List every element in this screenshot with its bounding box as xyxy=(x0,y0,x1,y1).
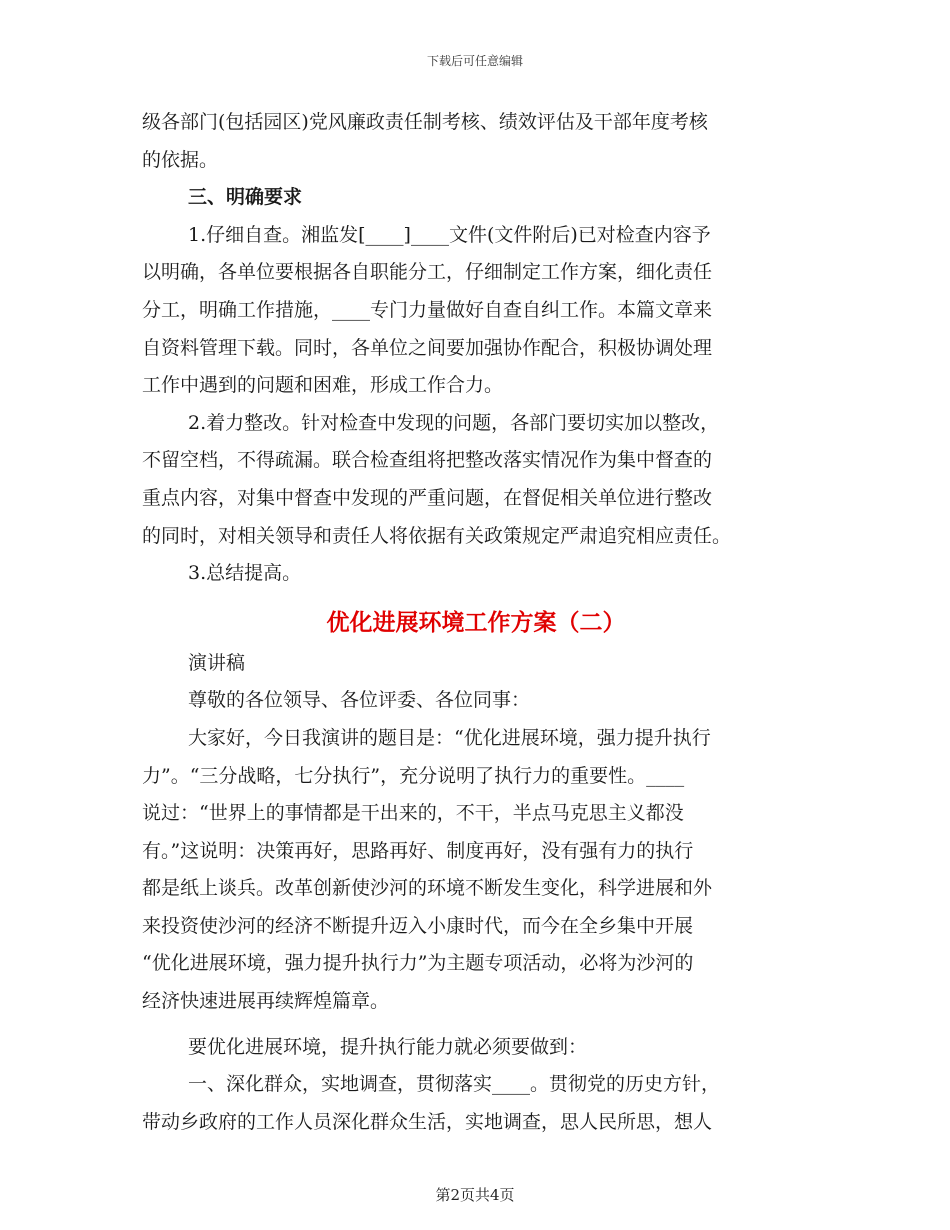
body-line: 经济快速进展再续辉煌篇章。 xyxy=(142,990,390,1013)
body-line: 演讲稿 xyxy=(188,651,246,674)
body-line: 工作中遇到的问题和困难，形成工作合力。 xyxy=(142,374,504,397)
body-line: 3.总结提高。 xyxy=(188,562,302,585)
body-line: 带动乡政府的工作人员深化群众生活，实地调查，思人民所思，想人 xyxy=(142,1110,713,1133)
body-line: 自资料管理下载。同时，各单位之间要加强协作配合，积极协调处理 xyxy=(142,336,713,359)
body-line: 重点内容，对集中督查中发现的严重问题，在督促相关单位进行整改 xyxy=(142,486,713,509)
body-line: “优化进展环境，强力提升执行力”为主题专项活动，必将为沙河的 xyxy=(142,952,694,975)
page-footer: 第2页共4页 xyxy=(435,1186,515,1204)
body-line: 不留空档，不得疏漏。联合检查组将把整改落实情况作为集中督查的 xyxy=(142,449,713,472)
body-line: 2.着力整改。针对检查中发现的问题，各部门要切实加以整改， xyxy=(188,411,720,434)
body-line: 一、深化群众，实地调查，贯彻落实____。贯彻党的历史方针， xyxy=(188,1073,721,1096)
document-title: 优化进展环境工作方案（二） xyxy=(326,608,626,636)
body-line: 分工，明确工作措施，____专门力量做好自查自纠工作。本篇文章来 xyxy=(142,298,713,321)
body-line: 以明确，各单位要根据各自职能分工，仔细制定工作方案，细化责任 xyxy=(142,261,713,284)
document-body xyxy=(142,104,810,1141)
page-header: 下载后可任意编辑 xyxy=(426,54,523,68)
body-line: 大家好，今日我演讲的题目是：“优化进展环境，强力提升执行 xyxy=(188,726,711,749)
body-line: 都是纸上谈兵。改革创新使沙河的环境不断发生变化，科学进展和外 xyxy=(142,877,713,900)
body-line: 说过：“世界上的事情都是干出来的，不干，半点马克思主义都没 xyxy=(142,802,684,825)
body-line: 级各部门(包括园区)党风廉政责任制考核、绩效评估及干部年度考核 xyxy=(142,111,708,133)
body-line: 1.仔细自查。湘监发[____]____文件(文件附后)已对检查内容予 xyxy=(188,223,711,246)
body-line: 尊敬的各位领导、各位评委、各位同事： xyxy=(188,689,531,712)
body-line: 要优化进展环境，提升执行能力就必须要做到： xyxy=(188,1035,588,1058)
paragraph-gap xyxy=(142,1021,810,1029)
section-heading: 三、明确要求 xyxy=(188,186,303,209)
body-line: 有。”这说明：决策再好，思路再好、制度再好，没有强有力的执行 xyxy=(142,839,694,862)
body-line: 的依据。 xyxy=(142,148,219,171)
body-line: 来投资使沙河的经济不断提升迈入小康时代，而今在全乡集中开展 xyxy=(142,914,694,937)
body-line: 的同时，对相关领导和责任人将依据有关政策规定严肃追究相应责任。 xyxy=(142,524,732,547)
body-line: 力”。“三分战略，七分执行”，充分说明了执行力的重要性。____ xyxy=(142,764,685,787)
